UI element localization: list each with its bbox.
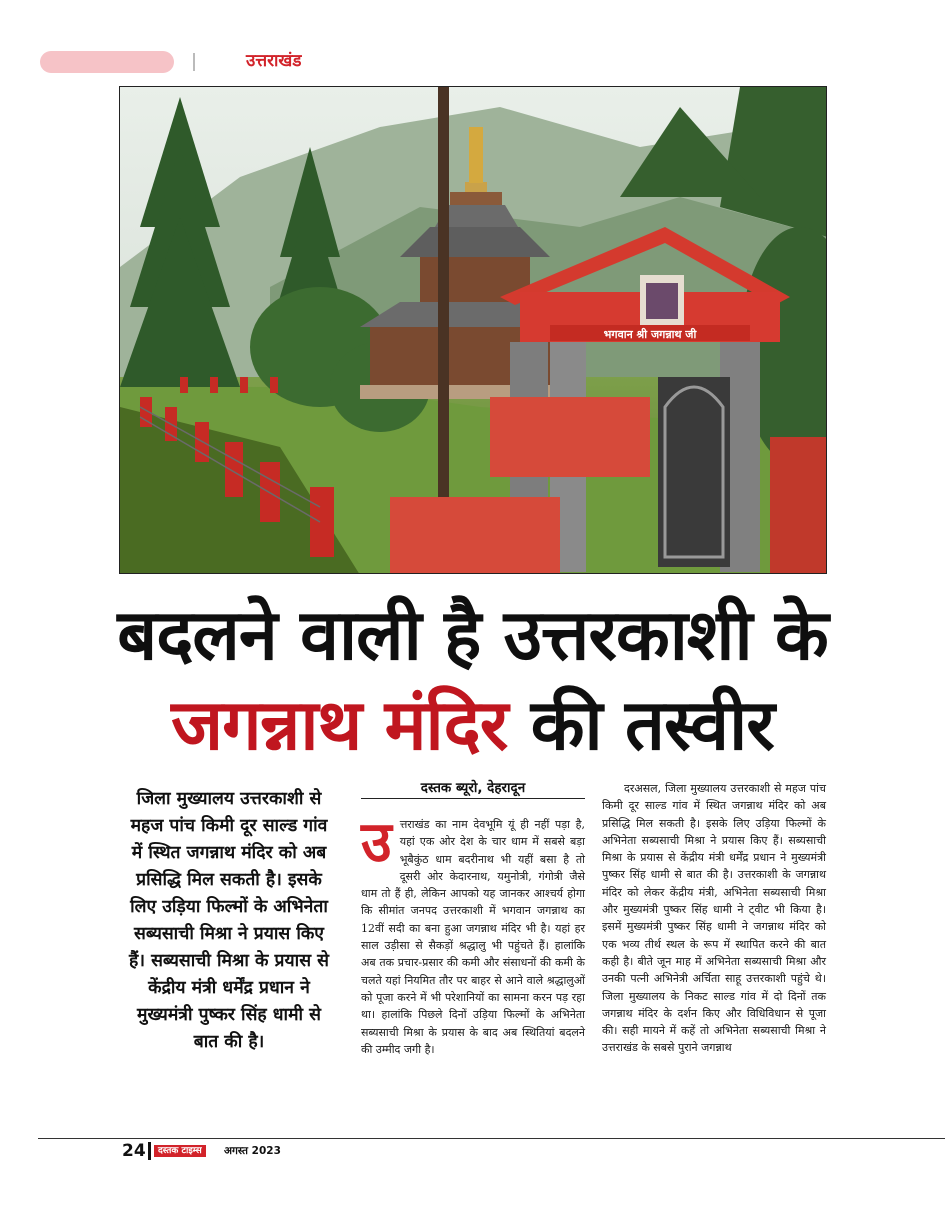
column-1-text: त्तराखंड का नाम देवभूमि यूं ही नहीं पड़ा है, यहां एक ओर देश के चार धाम में सबसे बड़ा भूबैकुंठ धाम बदरीनाथ भी यहीं बसा है तो दूसरी ओर केदारनाथ, यमुनोत्री, गंगोत्री जैसे धाम तो हैं ही, लेकिन आपको यह जानकर आश्चर्य होगा कि सीमांत जनपद उत्तरकाशी में भगवान जगन्नाथ का 12वीं सदी का बना हुआ जगन्नाथ मंदिर भी है। यहां हर साल उड़ीसा से सैकड़ों श्रद्धालु भी पहुंचते हैं। हालांकि अब तक प्रचार-प्रसार की कमी और संसाधनों की कमी के चलते यहां नियमित तौर पर बाहर से आने वाले श्रद्धालुओं को पूजा करने में भी परेशानियों का सामना करन पड़ रहा था। हालांकि पिछले दिनों उड़िया फिल्मों के अभिनेता सब्यसाची मिश्रा के प्रयास के बाद अब स्थितियां बदलने की उम्मीद जगी है। [361,818,585,1056]
temple-photo [119,86,827,574]
headline-tail: की तस्वीर [530,684,774,766]
drop-cap: उ [361,810,392,875]
headline-line-1: बदलने वाली है उत्तरकाशी के [117,594,828,676]
issue-date: अगस्त 2023 [224,1145,281,1157]
header-separator [193,53,195,71]
footer-bar [148,1142,151,1160]
magazine-logo: दस्तक टाइम्स [154,1145,206,1157]
article-column-2 [602,780,826,1057]
headline-line-2 [0,682,945,768]
section-label: उत्तराखंड [246,51,302,71]
byline: दस्तक ब्यूरो, देहरादून [361,778,585,799]
page-number: 24 [122,1141,146,1161]
headline-highlight: जगन्नाथ मंदिर [171,684,508,766]
header-decoration-pill [40,51,174,73]
temple-signboard-text: भगवान श्री जगन्नाथ जी [603,328,697,341]
column-2-text: दरअसल, जिला मुख्यालय उत्तरकाशी से महज पांच किमी दूर साल्ड गांव में स्थित जगन्नाथ मंदिर को अब प्रसिद्धि मिल सकती है। इसके लिए उड़िया फिल्मों के अभिनेता सब्यसाची मिश्रा ने प्रयास किए हैं। सब्यसाची मिश्रा के प्रयास से केंद्रीय मंत्री धर्मेंद्र प्रधान ने मुख्यमंत्री पुष्कर सिंह धामी से बात की है। उत्तरकाशी के जगन्नाथ मंदिर को लेकर केंद्रीय मंत्री, अभिनेता सब्यसाची मिश्रा और मुख्यमंत्री पुष्कर सिंह धामी ने ट्वीट भी किया है। इसमें मुख्यमंत्री पुष्कर सिंह धामी ने जगन्नाथ मंदिर को एक भव्य तीर्थ स्थल के रूप में स्थापित करने की बात कही है। बीते जून माह में अभिनेता सब्यसाची मिश्रा और उनकी पत्नी अभिनेत्री अर्चिता साहू उत्तरकाशी पहुंचे थे। जिला मुख्यालय के निकट साल्ड गांव में दो दिनों तक जगन्नाथ मंदिर के दर्शन किए और विधिविधान से पूजा की। सही मायने में कहें तो अभिनेता सब्यसाची मिश्रा ने उत्तराखंड के सबसे पुराने जगन्नाथ [602,782,826,1055]
footer-rule [38,1138,945,1139]
pull-quote: जिला मुख्यालय उत्तरकाशी से महज पांच किमी दूर साल्ड गांव में स्थित जगन्नाथ मंदिर को अब प्रसिद्धि मिल सकती है। इसके लिए उड़िया फिल्मों के अभिनेता सब्यसाची मिश्रा ने प्रयास किए हैं। सब्यसाची मिश्रा के प्रयास से केंद्रीय मंत्री धर्मेंद्र प्रधान ने मुख्यमंत्री पुष्कर सिंह धामी से बात की है। [129,789,329,1052]
article-column-1 [361,810,585,1058]
